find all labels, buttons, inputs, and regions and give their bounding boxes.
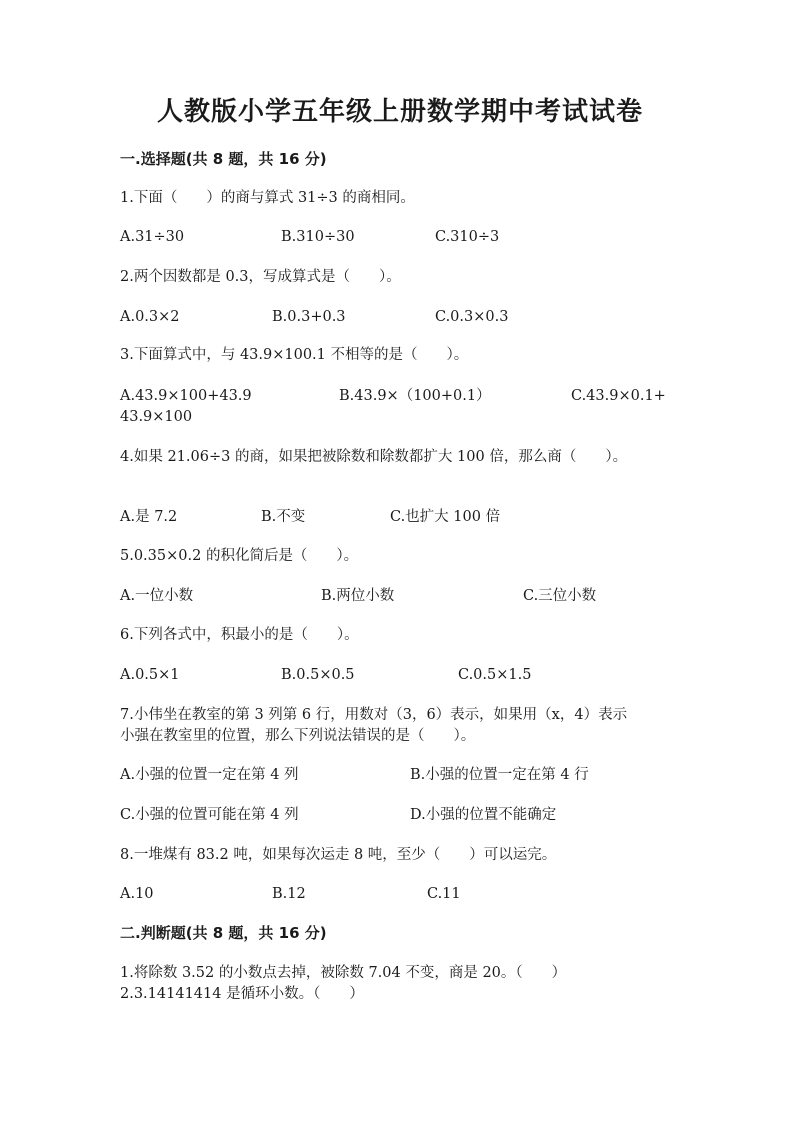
question-4: 4.如果 21.06÷3 的商，如果把被除数和除数都扩大 100 倍，那么商（ ）。 (120, 449, 628, 465)
q3-option-a: A.43.9×100+43.9 (120, 388, 252, 404)
question-7-line-2: 小强在教室里的位置，那么下列说法错误的是（ ）。 (120, 728, 476, 744)
question-6: 6.下列各式中，积最小的是（ ）。 (120, 627, 359, 643)
q8-option-b: B.12 (272, 886, 306, 902)
q8-option-a: A.10 (120, 886, 154, 902)
q1-option-c: C.310÷3 (435, 229, 500, 245)
q1-option-a: A.31÷30 (120, 229, 185, 245)
question-8: 8.一堆煤有 83.2 吨，如果每次运走 8 吨，至少（ ）可以运完。 (120, 847, 557, 863)
q5-option-b: B.两位小数 (321, 588, 395, 604)
q4-option-a: A.是 7.2 (120, 509, 178, 525)
q6-option-a: A.0.5×1 (120, 667, 180, 683)
q2-option-c: C.0.3×0.3 (435, 309, 509, 325)
q7-option-c: C.小强的位置可能在第 4 列 (120, 807, 299, 823)
page-title: 人教版小学五年级上册数学期中考试试卷 (156, 97, 643, 127)
q2-option-a: A.0.3×2 (120, 309, 180, 325)
q3-option-c-continued: 43.9×100 (120, 409, 193, 425)
judgement-question-2: 2.3.14141414 是循环小数。（ ） (120, 986, 364, 1002)
question-1: 1.下面（ ）的商与算式 31÷3 的商相同。 (120, 190, 415, 206)
q4-option-c: C.也扩大 100 倍 (390, 509, 501, 525)
q7-option-b: B.小强的位置一定在第 4 行 (410, 767, 589, 783)
q3-option-c: C.43.9×0.1+ (571, 388, 666, 404)
q5-option-a: A.一位小数 (120, 588, 194, 604)
section-heading-choice: 一.选择题(共 8 题，共 16 分) (120, 150, 327, 168)
q1-option-b: B.310÷30 (281, 229, 355, 245)
question-3: 3.下面算式中，与 43.9×100.1 不相等的是（ ）。 (120, 347, 469, 363)
q8-option-c: C.11 (427, 886, 461, 902)
q2-option-b: B.0.3+0.3 (272, 309, 346, 325)
question-7: 7.小伟坐在教室的第 3 列第 6 行，用数对（3，6）表示，如果用（x，4）表示 (120, 707, 628, 723)
q7-option-d: D.小强的位置不能确定 (410, 807, 557, 823)
q4-option-b: B.不变 (261, 509, 306, 525)
q3-option-b: B.43.9×（100+0.1） (339, 388, 491, 404)
judgement-question-1: 1.将除数 3.52 的小数点去掉，被除数 7.04 不变，商是 20。（ ） (120, 965, 567, 981)
question-2: 2.两个因数都是 0.3，写成算式是（ ）。 (120, 269, 401, 285)
q5-option-c: C.三位小数 (523, 588, 597, 604)
q6-option-c: C.0.5×1.5 (458, 667, 532, 683)
q6-option-b: B.0.5×0.5 (281, 667, 355, 683)
question-5: 5.0.35×0.2 的积化简后是（ ）。 (120, 548, 359, 564)
q7-option-a: A.小强的位置一定在第 4 列 (120, 767, 299, 783)
section-heading-judgement: 二.判断题(共 8 题，共 16 分) (120, 924, 327, 942)
